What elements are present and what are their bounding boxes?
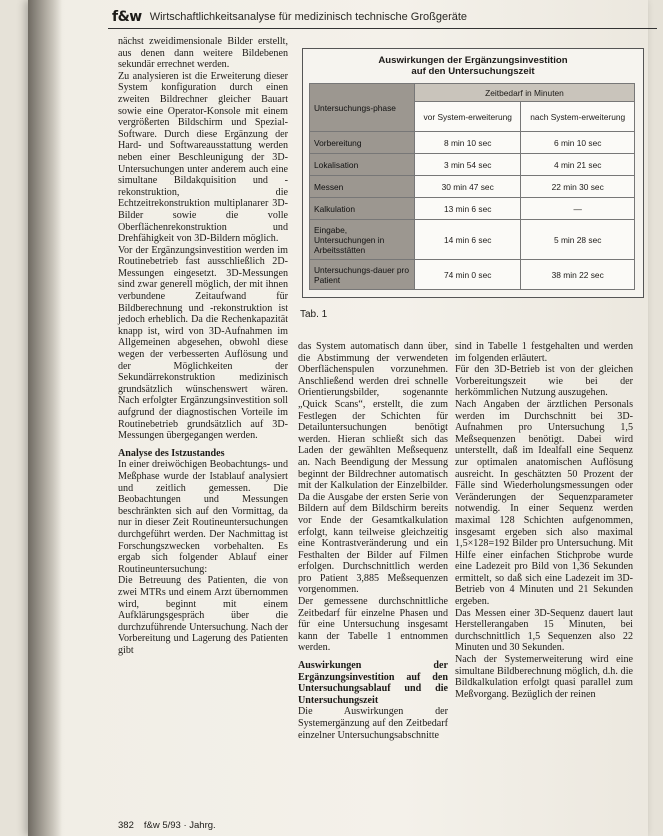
table-row-label: Vorbereitung	[310, 132, 415, 154]
table-row-label: Eingabe, Untersuchungen in Arbeitsstätten	[310, 220, 415, 260]
section-heading: Analyse des Istzustandes	[118, 447, 225, 459]
table-row-label: Lokalisation	[310, 154, 415, 176]
paragraph: Die Betreuung des Patienten, die von zwei MTRs und einem Arzt übernommen wird, beginnt mit einem Aufklärungsgespräch über die durchzuführende Untersuchung. Nach der Vorbereitung und Lagerung des Patienten gibt	[118, 575, 288, 656]
header-title: Wirtschaftlichkeitsanalyse für medizinisch technische Großgeräte	[149, 11, 468, 23]
table-header-time: Zeitbedarf in Minuten	[415, 84, 635, 102]
text-column-2	[298, 341, 448, 741]
paragraph: Der gemessene durchschnittliche Zeitbedarf für einzelne Phasen und für eine Untersuchung insgesamt kann der Tabelle 1 entnommen werden.	[298, 596, 448, 654]
table-cell: 13 min 6 sec	[415, 198, 521, 220]
paragraph: Für den 3D-Betrieb ist von der gleichen Vorbereitungszeit wie bei der herkömmlichen Nutzung auszugehen.	[455, 364, 633, 399]
table-cell: 74 min 0 sec	[415, 260, 521, 290]
table-caption: Tab. 1	[300, 309, 328, 320]
table-header-after: nach System-erweiterung	[521, 102, 635, 132]
table-row-label: Messen	[310, 176, 415, 198]
results-table-box	[302, 48, 644, 298]
table-title: Auswirkungen der Ergänzungsinvestition auf den Untersuchungszeit	[378, 55, 568, 77]
table-cell: 30 min 47 sec	[415, 176, 521, 198]
table-cell: 38 min 22 sec	[521, 260, 635, 290]
table-cell: 14 min 6 sec	[415, 220, 521, 260]
paragraph: Nach Angaben der ärztlichen Personals werden im Durchschnitt bei 3D-Aufnahmen pro Untersuchung 1,5 Meßsequenzen benötigt. Dabei wird unterstellt, daß im Idealfall eine Sequenz zur optimalen anatomischen Auflösung ausreicht. In geschätzten 50 Prozent der Fälle sind Wiederholungsmessungen oder Veränderungen der Sequenzparameter notwendig. In einer Sequenz werden maximal 128 Schichten aufgenommen, insgesamt ergeben sich also maximal 1,5×128=192 Bilder pro Untersuchung. Mit Hilfe einer einfachen Stichprobe wurde eine Ladezeit pro Bild von 1,36 Sekunden ermittelt, so daß sich eine Ladezeit im 3D-Betrieb von 4 Minuten und 21 Sekunden ergeben.	[455, 398, 633, 608]
section-heading: Auswirkungen der Ergänzungsinvestition auf den Untersuchungsablauf und die Untersuchungszeit	[298, 660, 448, 706]
results-table	[309, 83, 635, 290]
paragraph: Das Messen einer 3D-Sequenz dauert laut Herstellerangaben 15 Minuten, bei durchschnittlich 1,5 Sequenzen also 22 Minuten und 30 Sekunden.	[455, 607, 633, 654]
table-cell: —	[521, 198, 635, 220]
table-header-before: vor System-erweiterung	[415, 102, 521, 132]
page-number: 382	[118, 820, 134, 831]
binding-shadow	[28, 0, 62, 836]
paragraph: Zu analysieren ist die Erweiterung dieser System konfiguration durch einen zweiten Bildrechner gleicher Bauart sowie eine Operator-Konsole mit einem vergrößerten Bildschirm und Spezial-Software. Durch diese Ergänzung der Hard- und Softwareausstattung werden neben einer Beschleunigung der 3D-Untersuchungen unter anderem auch eine simultane Bildakquisition und -rekonstruktion, die Echtzeitrekonstruktion multiplanarer 3D-Bilder sowie die volle Oberflächenrekonstruktion und Drehfähigkeit von 3D-Bildern möglich.	[118, 70, 288, 245]
table-cell: 4 min 21 sec	[521, 154, 635, 176]
table-cell: 6 min 10 sec	[521, 132, 635, 154]
header-rule	[108, 28, 657, 29]
table-row-label: Kalkulation	[310, 198, 415, 220]
table-row-label: Untersuchungs-dauer pro Patient	[310, 260, 415, 290]
table-cell: 3 min 54 sec	[415, 154, 521, 176]
table-cell: 5 min 28 sec	[521, 220, 635, 260]
table-cell: 8 min 10 sec	[415, 132, 521, 154]
paragraph: In einer dreiwöchigen Beobachtungs- und Meßphase wurde der Istablauf analysiert und zeitlich gemessen. Die Beobachtungen und Messungen beschränkten sich auf den Vormittag, da nur in dieser Zeit Routineuntersuchungen durchgeführt werden. Der Nachmittag ist Forschungszwecken vorbehalten. Es ergab sich folgender Ablauf einer Routineuntersuchung:	[118, 459, 288, 575]
running-header	[112, 8, 657, 26]
table-cell: 22 min 30 sec	[521, 176, 635, 198]
page-footer	[118, 820, 216, 831]
text-column-3	[455, 341, 633, 700]
text-column-1	[118, 36, 288, 656]
paragraph: das System automatisch dann über, die Abstimmung der verwendeten Oberflächenspulen vorzunehmen. Anschließend werden drei schnelle Orientierungsbilder, sogenannte „Quick Scans“, erstellt, die zum Festlegen der Schichten für Detailuntersuchungen benötigt werden. Hieran schließt sich das Laden der gewählten Meßsequenz an. Nach Beendigung der Messung beginnt der Bildrechner automatisch mit der Kalkulation der Einzelbilder. Da die Ausgabe der ersten Serie von Bildern auf dem Bildschirm bereits vor Ende der Gesamtkalkulation erfolgt, kann teilweise gleichzeitig eine Kontrastveränderung und ein Festhalten der Bilder auf Filmen erfolgen. Durchschnittlich werden pro Patient 3,885 Meßsequenzen vorgenommen.	[298, 341, 448, 596]
paragraph: Die Auswirkungen der Systemergänzung auf den Zeitbedarf einzelner Untersuchungsabschnitte	[298, 706, 448, 741]
paragraph: Nach der Systemerweiterung wird eine simultane Bildberechnung möglich, d.h. die Bildkalkulation erfolgt quasi parallel zum Meßvorgang. Bezüglich der reinen	[455, 654, 633, 700]
paragraph: nächst zweidimensionale Bilder erstellt, aus denen dann weitere Bildebenen sekundär errechnet werden.	[118, 36, 288, 71]
journal-reference: f&w 5/93 · Jahrg.	[143, 820, 216, 831]
table-header-phase: Untersuchungs-phase	[310, 84, 415, 132]
paragraph: sind in Tabelle 1 festgehalten und werden im folgenden erläutert.	[455, 341, 633, 364]
paragraph: Vor der Ergänzungsinvestition werden im Routinebetrieb fast ausschließlich 2D-Messungen eingesetzt. 3D-Messungen sind zwar generell möglich, der mit ihnen verbundene Zeitaufwand für Bildberechnung und -rekonstruktion ist jedoch erheblich. Da die Rechenkapazität knapp ist, wird von 3D-Aufnahmen im Allgemeinen abgesehen, obwohl diese wegen der verbesserten Auflösung und der Möglichkeiten der Sekundärrekonstruktion medizinisch grundsätzlich wünschenswert wären. Nach erfolgter Ergänzungsinvestition soll aufgrund der diagnostischen Vorteile im Routinebetrieb grundsätzlich auf 3D-Messungen übergegangen werden.	[118, 244, 288, 442]
journal-logo: f&w	[112, 9, 142, 25]
